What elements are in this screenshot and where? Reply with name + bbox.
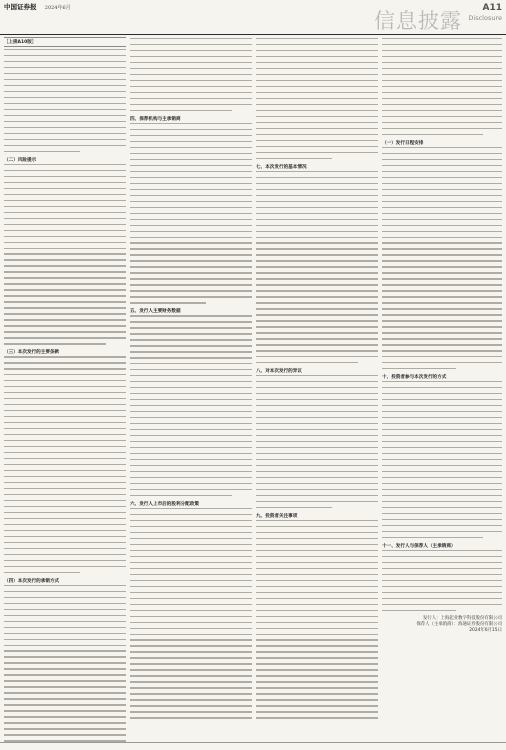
- page-number-block: [468, 3, 502, 22]
- body-text-block: [4, 356, 126, 573]
- masthead-date: 2024年6月: [44, 5, 71, 11]
- body-text-block: [256, 38, 378, 159]
- continued-from-label: ［上接A10版］: [4, 37, 126, 47]
- sponsor-signature: 保荐人（主承销商）：海通证券股份有限公司: [416, 621, 502, 627]
- newspaper-masthead: [4, 2, 71, 11]
- signature-block: [382, 616, 502, 634]
- body-text-block: [382, 381, 502, 538]
- body-text-block: [382, 550, 502, 611]
- section-heading: 六、发行人上市后的股利分配政策: [130, 501, 199, 507]
- section-subtitle: Disclosure: [468, 14, 502, 22]
- page-footer-rule: [0, 742, 506, 750]
- body-text-block: [256, 520, 378, 719]
- column-1: [4, 37, 126, 742]
- body-text-block: [256, 375, 378, 508]
- section-heading: （四）本次发行的承销方式: [4, 578, 60, 584]
- section-heading: （二）风险提示: [4, 157, 37, 163]
- column-4: [382, 37, 502, 742]
- section-heading: 五、发行人主要财务数据: [130, 309, 181, 315]
- body-text-block: [4, 585, 126, 742]
- section-heading: 十一、发行人与保荐人（主承销商）: [382, 543, 456, 549]
- section-heading: 十、投资者参与本次发行的方式: [382, 375, 447, 381]
- section-heading: （三）本次发行的主要条款: [4, 350, 60, 356]
- section-heading: 八、对本次发行的异议: [256, 369, 302, 375]
- section-heading: 四、保荐机构与主承销商: [130, 116, 181, 122]
- body-text-block: [130, 315, 252, 496]
- column-2: [130, 37, 252, 742]
- body-text-block: [130, 38, 252, 111]
- section-heading: （一）发行日程安排: [382, 140, 424, 146]
- section-heading: 九、投资者关注事项: [256, 513, 298, 519]
- section-heading: 七、本次发行的基本情况: [256, 164, 307, 170]
- page-header: [0, 0, 506, 35]
- column-3: [256, 37, 378, 742]
- body-text-block: [4, 164, 126, 345]
- issuer-signature: 发行人：上海起业数字科技股份有限公司: [422, 615, 502, 621]
- signature-date: 2024年6月15日: [469, 627, 502, 633]
- body-text-block: [382, 38, 502, 135]
- masthead-title: 中国证券报: [4, 3, 37, 11]
- section-title: 信息披露: [374, 9, 462, 33]
- body-text-block: [130, 508, 252, 719]
- body-text-block: [382, 147, 502, 370]
- article-columns: [4, 37, 502, 742]
- page-number: A11: [482, 3, 502, 13]
- body-text-block: [130, 123, 252, 304]
- body-text-block: [4, 49, 126, 152]
- body-text-block: [256, 171, 378, 364]
